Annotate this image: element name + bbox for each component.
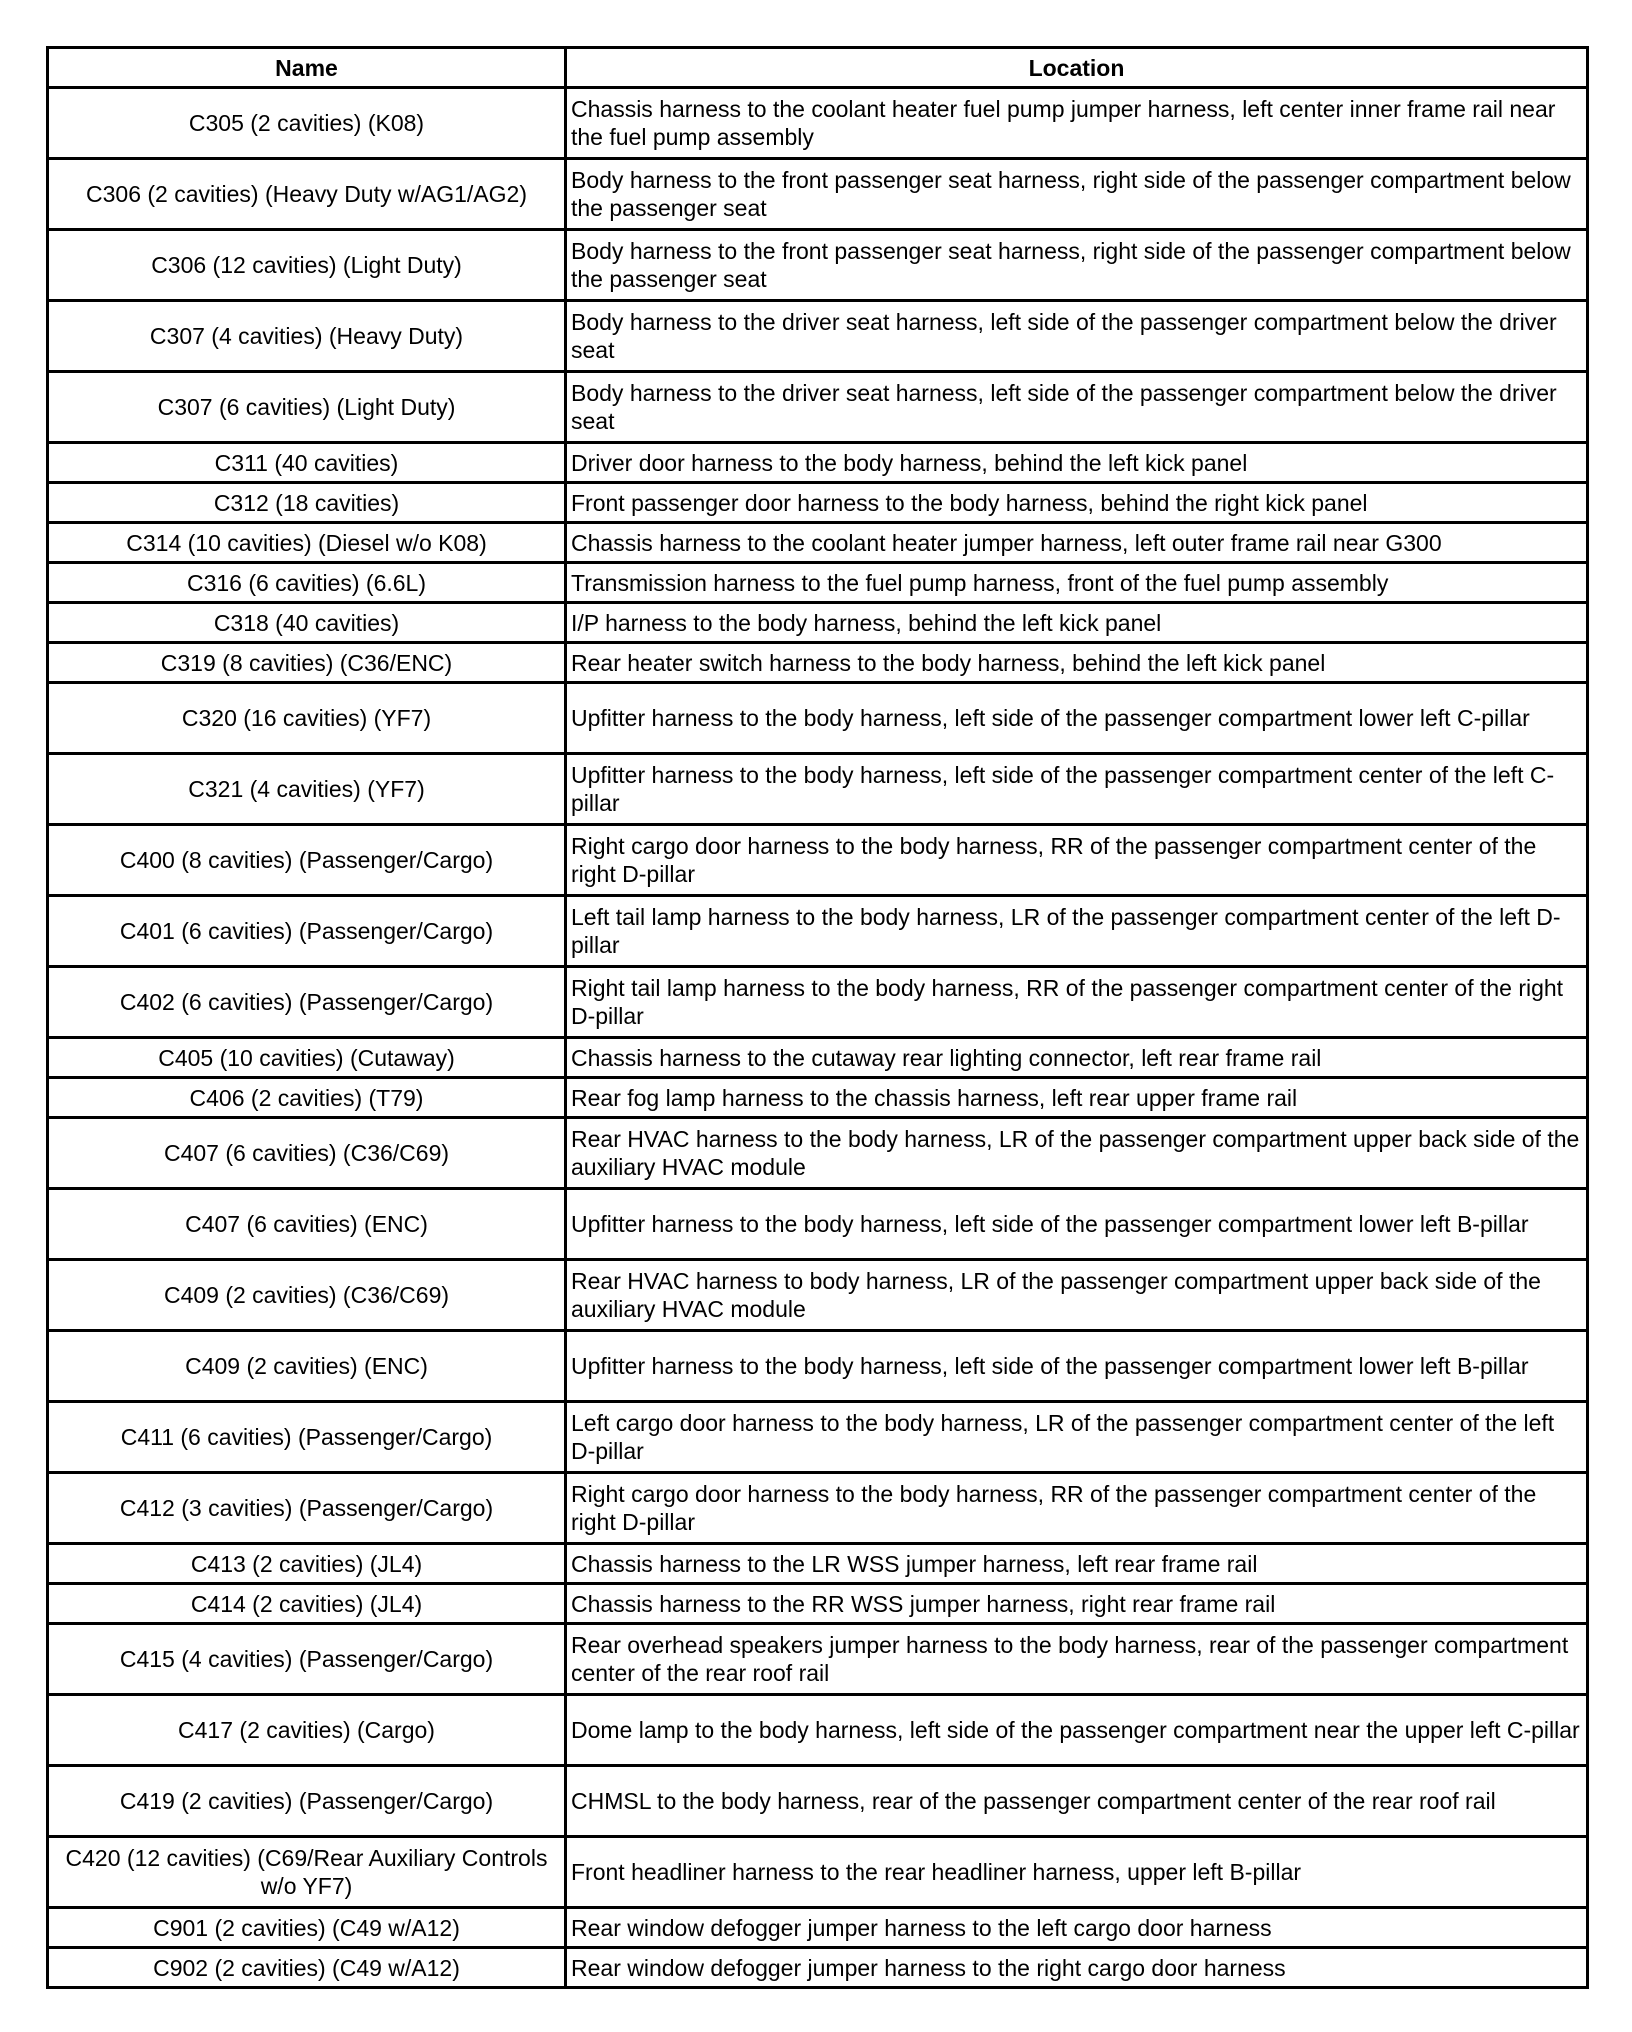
- connector-name-cell: C901 (2 cavities) (C49 w/A12): [48, 1908, 566, 1948]
- connector-name-cell: C420 (12 cavities) (C69/Rear Auxiliary Controls w/o YF7): [48, 1837, 566, 1908]
- column-header-name: Name: [48, 48, 566, 88]
- table-row: [48, 1260, 1588, 1331]
- connector-name-cell: C311 (40 cavities): [48, 443, 566, 483]
- connector-name-cell: C411 (6 cavities) (Passenger/Cargo): [48, 1402, 566, 1473]
- table-row: [48, 967, 1588, 1038]
- table-row: [48, 443, 1588, 483]
- table-row: [48, 159, 1588, 230]
- connector-name-cell: C405 (10 cavities) (Cutaway): [48, 1038, 566, 1078]
- connector-location-cell: Rear window defogger jumper harness to the left cargo door harness: [566, 1908, 1588, 1948]
- connector-location-cell: Body harness to the front passenger seat harness, right side of the passenger compartment below the passenger seat: [566, 159, 1588, 230]
- table-header-row: [48, 48, 1588, 88]
- connector-location-table: [46, 46, 1589, 1989]
- table-row: [48, 1948, 1588, 1988]
- table-row: [48, 825, 1588, 896]
- table-row: [48, 372, 1588, 443]
- connector-name-cell: C305 (2 cavities) (K08): [48, 88, 566, 159]
- connector-location-cell: Right tail lamp harness to the body harness, RR of the passenger compartment center of the right D-pillar: [566, 967, 1588, 1038]
- connector-location-cell: Chassis harness to the coolant heater fuel pump jumper harness, left center inner frame rail near the fuel pump assembly: [566, 88, 1588, 159]
- connector-location-cell: CHMSL to the body harness, rear of the passenger compartment center of the rear roof rail: [566, 1766, 1588, 1837]
- connector-location-cell: Rear window defogger jumper harness to the right cargo door harness: [566, 1948, 1588, 1988]
- connector-location-cell: Rear heater switch harness to the body harness, behind the left kick panel: [566, 643, 1588, 683]
- connector-location-cell: Left tail lamp harness to the body harness, LR of the passenger compartment center of the left D-pillar: [566, 896, 1588, 967]
- connector-name-cell: C406 (2 cavities) (T79): [48, 1078, 566, 1118]
- connector-name-cell: C401 (6 cavities) (Passenger/Cargo): [48, 896, 566, 967]
- table-row: [48, 1473, 1588, 1544]
- table-row: [48, 563, 1588, 603]
- connector-location-cell: Right cargo door harness to the body harness, RR of the passenger compartment center of the right D-pillar: [566, 1473, 1588, 1544]
- connector-name-cell: C312 (18 cavities): [48, 483, 566, 523]
- connector-location-cell: Body harness to the front passenger seat harness, right side of the passenger compartment below the passenger seat: [566, 230, 1588, 301]
- table-row: [48, 1078, 1588, 1118]
- connector-location-cell: Upfitter harness to the body harness, left side of the passenger compartment center of the left C-pillar: [566, 754, 1588, 825]
- connector-name-cell: C306 (2 cavities) (Heavy Duty w/AG1/AG2): [48, 159, 566, 230]
- table-body: [48, 88, 1588, 1988]
- table-row: [48, 1624, 1588, 1695]
- connector-location-cell: Left cargo door harness to the body harness, LR of the passenger compartment center of the left D-pillar: [566, 1402, 1588, 1473]
- connector-name-cell: C320 (16 cavities) (YF7): [48, 683, 566, 754]
- connector-location-cell: Rear overhead speakers jumper harness to the body harness, rear of the passenger compartment center of the rear roof rail: [566, 1624, 1588, 1695]
- connector-location-cell: Rear HVAC harness to the body harness, LR of the passenger compartment upper back side of the auxiliary HVAC module: [566, 1118, 1588, 1189]
- connector-location-cell: Chassis harness to the cutaway rear lighting connector, left rear frame rail: [566, 1038, 1588, 1078]
- table-row: [48, 683, 1588, 754]
- connector-name-cell: C409 (2 cavities) (C36/C69): [48, 1260, 566, 1331]
- table-row: [48, 1544, 1588, 1584]
- table-row: [48, 643, 1588, 683]
- connector-name-cell: C314 (10 cavities) (Diesel w/o K08): [48, 523, 566, 563]
- connector-location-cell: Front headliner harness to the rear headliner harness, upper left B-pillar: [566, 1837, 1588, 1908]
- table-row: [48, 523, 1588, 563]
- table-row: [48, 1189, 1588, 1260]
- connector-location-cell: Rear fog lamp harness to the chassis harness, left rear upper frame rail: [566, 1078, 1588, 1118]
- table-row: [48, 1908, 1588, 1948]
- table-row: [48, 1766, 1588, 1837]
- connector-name-cell: C412 (3 cavities) (Passenger/Cargo): [48, 1473, 566, 1544]
- table-row: [48, 483, 1588, 523]
- connector-location-cell: Chassis harness to the coolant heater jumper harness, left outer frame rail near G300: [566, 523, 1588, 563]
- connector-name-cell: C307 (4 cavities) (Heavy Duty): [48, 301, 566, 372]
- connector-location-cell: Body harness to the driver seat harness, left side of the passenger compartment below the driver seat: [566, 301, 1588, 372]
- table-row: [48, 1402, 1588, 1473]
- connector-location-cell: Dome lamp to the body harness, left side of the passenger compartment near the upper left C-pillar: [566, 1695, 1588, 1766]
- connector-location-cell: Upfitter harness to the body harness, left side of the passenger compartment lower left B-pillar: [566, 1189, 1588, 1260]
- connector-name-cell: C402 (6 cavities) (Passenger/Cargo): [48, 967, 566, 1038]
- table-row: [48, 1038, 1588, 1078]
- connector-location-cell: Chassis harness to the LR WSS jumper harness, left rear frame rail: [566, 1544, 1588, 1584]
- table-row: [48, 754, 1588, 825]
- connector-location-cell: Upfitter harness to the body harness, left side of the passenger compartment lower left C-pillar: [566, 683, 1588, 754]
- connector-location-cell: Right cargo door harness to the body harness, RR of the passenger compartment center of the right D-pillar: [566, 825, 1588, 896]
- table-row: [48, 603, 1588, 643]
- connector-name-cell: C400 (8 cavities) (Passenger/Cargo): [48, 825, 566, 896]
- connector-name-cell: C319 (8 cavities) (C36/ENC): [48, 643, 566, 683]
- connector-name-cell: C409 (2 cavities) (ENC): [48, 1331, 566, 1402]
- table-row: [48, 301, 1588, 372]
- connector-name-cell: C407 (6 cavities) (C36/C69): [48, 1118, 566, 1189]
- table-row: [48, 230, 1588, 301]
- connector-name-cell: C407 (6 cavities) (ENC): [48, 1189, 566, 1260]
- table-row: [48, 88, 1588, 159]
- table-row: [48, 1584, 1588, 1624]
- connector-location-cell: Transmission harness to the fuel pump harness, front of the fuel pump assembly: [566, 563, 1588, 603]
- connector-location-cell: Front passenger door harness to the body harness, behind the right kick panel: [566, 483, 1588, 523]
- connector-location-cell: Body harness to the driver seat harness, left side of the passenger compartment below the driver seat: [566, 372, 1588, 443]
- connector-name-cell: C321 (4 cavities) (YF7): [48, 754, 566, 825]
- connector-name-cell: C415 (4 cavities) (Passenger/Cargo): [48, 1624, 566, 1695]
- connector-name-cell: C306 (12 cavities) (Light Duty): [48, 230, 566, 301]
- table-row: [48, 1331, 1588, 1402]
- connector-location-cell: Upfitter harness to the body harness, left side of the passenger compartment lower left B-pillar: [566, 1331, 1588, 1402]
- table-row: [48, 1118, 1588, 1189]
- connector-name-cell: C419 (2 cavities) (Passenger/Cargo): [48, 1766, 566, 1837]
- connector-name-cell: C316 (6 cavities) (6.6L): [48, 563, 566, 603]
- table-row: [48, 1695, 1588, 1766]
- table-row: [48, 896, 1588, 967]
- connector-location-cell: Chassis harness to the RR WSS jumper harness, right rear frame rail: [566, 1584, 1588, 1624]
- connector-location-cell: I/P harness to the body harness, behind the left kick panel: [566, 603, 1588, 643]
- connector-name-cell: C318 (40 cavities): [48, 603, 566, 643]
- connector-name-cell: C414 (2 cavities) (JL4): [48, 1584, 566, 1624]
- column-header-location: Location: [566, 48, 1588, 88]
- table-row: [48, 1837, 1588, 1908]
- connector-location-cell: Driver door harness to the body harness, behind the left kick panel: [566, 443, 1588, 483]
- connector-name-cell: C902 (2 cavities) (C49 w/A12): [48, 1948, 566, 1988]
- connector-location-cell: Rear HVAC harness to body harness, LR of the passenger compartment upper back side of the auxiliary HVAC module: [566, 1260, 1588, 1331]
- connector-name-cell: C307 (6 cavities) (Light Duty): [48, 372, 566, 443]
- connector-name-cell: C413 (2 cavities) (JL4): [48, 1544, 566, 1584]
- connector-name-cell: C417 (2 cavities) (Cargo): [48, 1695, 566, 1766]
